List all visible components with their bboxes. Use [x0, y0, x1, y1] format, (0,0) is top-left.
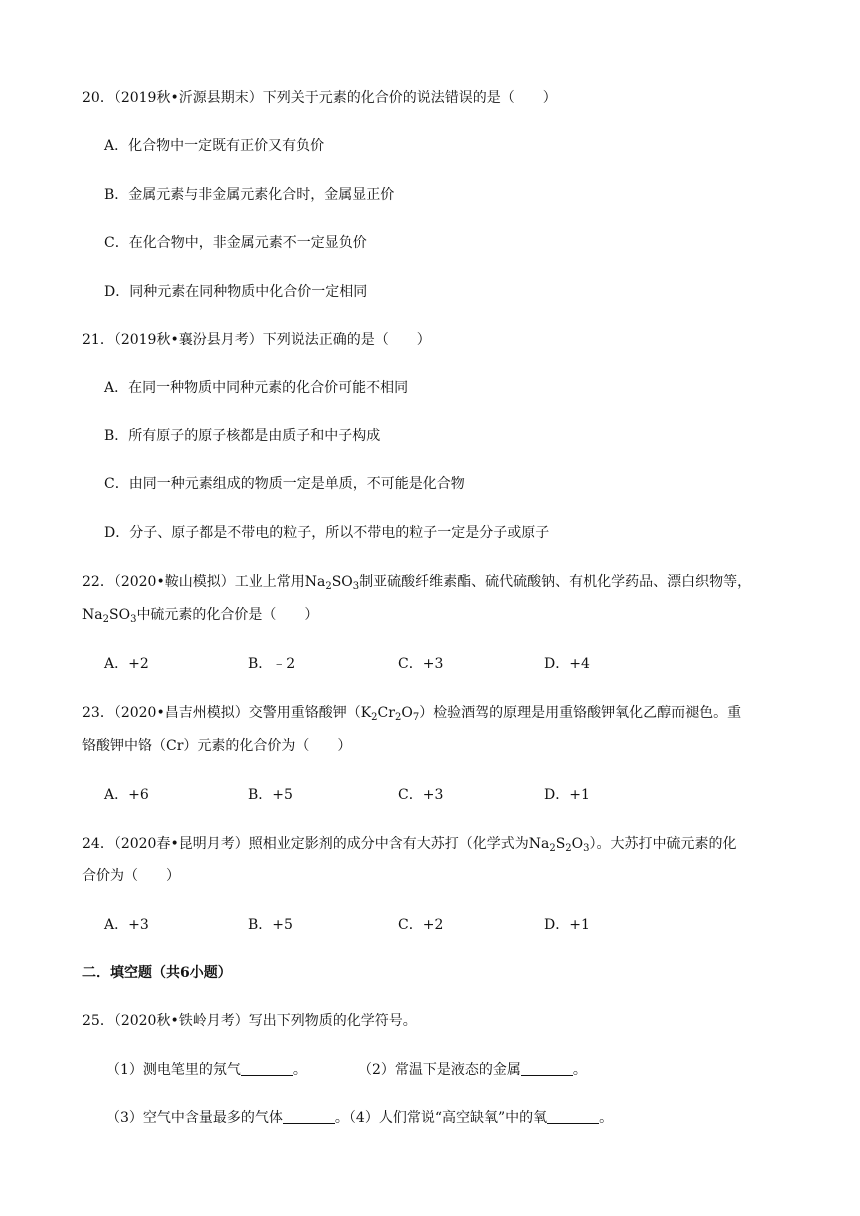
q24-option-a: A．+3	[104, 917, 149, 933]
section-title-fill-in: 二．填空题（共6小题）	[82, 965, 232, 981]
q24-option-b: B．+5	[248, 917, 293, 933]
answer-blank[interactable]	[521, 1061, 573, 1076]
q22-option-b: B．﹣2	[248, 656, 296, 672]
q21-option-c: C．由同一种元素组成的物质一定是单质，不可能是化合物	[104, 476, 465, 492]
question-23-stem-line1: 23．（2020•昌吉州模拟）交警用重铬酸钾$(K_2Cr_2O_7)$检验酒驾的原理是用重铬酸钾氧化乙醇而褪色。重	[82, 705, 742, 723]
q20-option-b: B．金属元素与非金属元素化合时，金属显正价	[104, 187, 395, 203]
q21-option-d: D．分子、原子都是不带电的粒子，所以不带电的粒子一定是分子或原子	[104, 525, 550, 541]
q20-option-c: C．在化合物中，非金属元素不一定显负价	[104, 235, 367, 251]
question-22-stem-line1: 22．（2020•鞍山模拟）工业上常用$Na_2SO_3$制亚硫酸纤维素酯、硫代硫酸钠、有机化学药品、漂白织物等，	[82, 574, 752, 592]
q23-option-b: B．+5	[248, 787, 293, 803]
q23-option-a: A．+6	[104, 787, 149, 803]
question-25-stem: 25．（2020秋•铁岭月考）写出下列物质的化学符号。	[82, 1013, 417, 1029]
q24-option-c: C．+2	[398, 917, 444, 933]
question-20-stem: 20．（2019秋•沂源县期末）下列关于元素的化合价的说法错误的是（ ）	[82, 90, 557, 106]
q20-option-a: A．化合物中一定既有正价又有负价	[104, 138, 325, 154]
formula-na2s2o3: $Na_2S_2O_3$	[528, 836, 590, 854]
formula-na2so3: $Na_2SO_3$	[304, 574, 360, 592]
q20-option-d: D．同种元素在同种物质中化合价一定相同	[104, 284, 368, 300]
q21-option-b: B．所有原子的原子核都是由质子和中子构成	[104, 428, 381, 444]
answer-blank[interactable]	[241, 1061, 293, 1076]
answer-blank[interactable]	[547, 1109, 599, 1124]
q24-option-d: D．+1	[544, 917, 590, 933]
question-21-stem: 21．（2019秋•襄汾县月考）下列说法正确的是（ ）	[82, 332, 431, 348]
q21-option-a: A．在同一种物质中同种元素的化合价可能不相同	[104, 380, 409, 396]
formula-na2so3: $Na_2SO_3$	[82, 607, 137, 625]
q25-item-3: （3）空气中含量最多的气体 。（4）人们常说“高空缺氧”中的氧 。	[106, 1110, 614, 1126]
formula-k2cr2o7: $K_2Cr_2O_7$	[360, 705, 420, 723]
q25-item-1: （1）测电笔里的氖气 。	[106, 1062, 307, 1078]
q22-option-c: C．+3	[398, 656, 444, 672]
q22-option-d: D．+4	[544, 656, 590, 672]
q22-option-a: A．+2	[104, 656, 149, 672]
question-24-stem-line2: 合价为（ ）	[82, 868, 180, 884]
q23-option-d: D．+1	[544, 787, 590, 803]
question-23-stem-line2: 铬酸钾中铬（Cr）元素的化合价为（ ）	[82, 738, 352, 754]
q23-option-c: C．+3	[398, 787, 444, 803]
question-22-stem-line2: $Na_2SO_3$中硫元素的化合价是（ ）	[82, 607, 319, 625]
question-24-stem-line1: 24．（2020春•昆明月考）照相业定影剂的成分中含有大苏打（化学式为$Na_2S_2O_3$）。大苏打中硫元素的化	[82, 836, 737, 854]
answer-blank[interactable]	[283, 1109, 335, 1124]
q25-item-2: （2）常温下是液态的金属 。	[358, 1062, 587, 1078]
